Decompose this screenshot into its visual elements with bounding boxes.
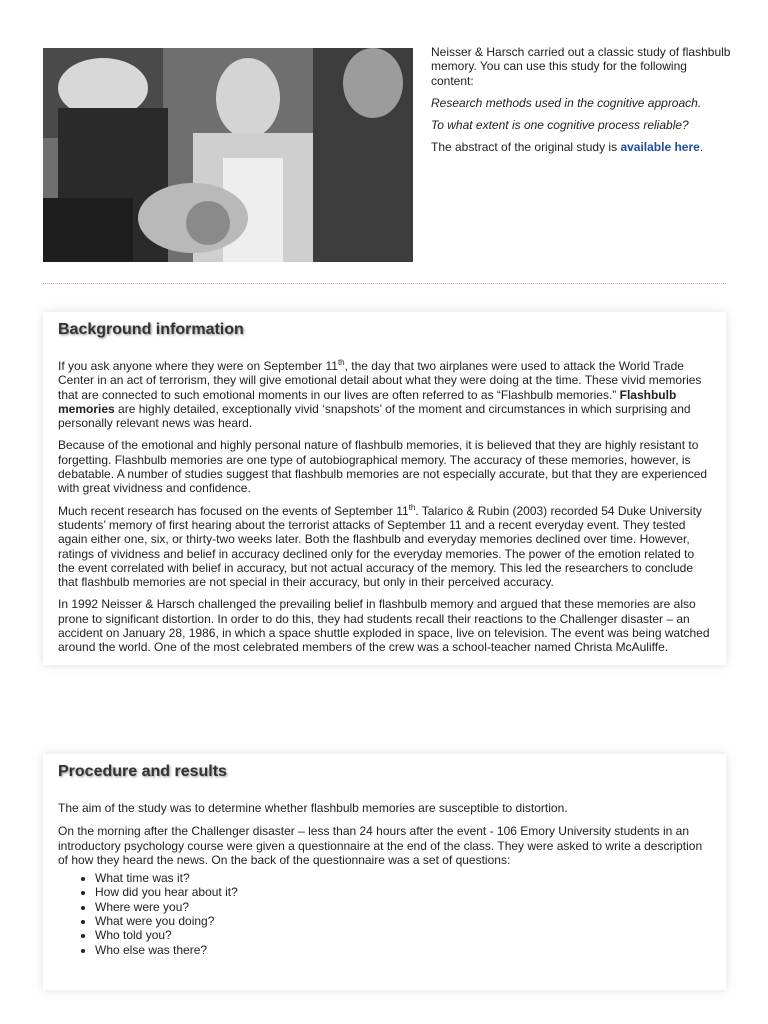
procedure-paragraph-1: The aim of the study was to determine whether flashbulb memories are susceptible to distortion. bbox=[58, 801, 568, 815]
p3-text-b: . Talarico & Rubin (2003) recorded 54 Duke University students’ memory of first hearing about the terrorist attacks of September 11 and a recent everyday event. They tested again either one, six, or thirty-two weeks later. Both the flashbulb and everyday memories declined over time. However, ratings of vividness and belief in accuracy declined only for the everyday memories. The power of the emotion related to the event correlated with belief in accuracy, but not actual accuracy of the memory. This led the researchers to conclude that flashbulb memories are not special in their accuracy, but only in their perceived accuracy. bbox=[58, 503, 702, 590]
p1-text-a: If you ask anyone where they were on September 11 bbox=[58, 359, 338, 373]
background-paragraph-2: Because of the emotional and highly personal nature of flashbulb memories, it is believed that they are highly resistant to forgetting. Flashbulb memories are one type of autobiographical memory. The accuracy of these memories, however, is debatable. A number of studies suggest that flashbulb memories are not especially accurate, but that they are experienced with great vividness and confidence. bbox=[58, 438, 708, 496]
list-item: • What were you doing? bbox=[95, 914, 711, 928]
p1-text-c: are highly detailed, exceptionally vivid ‘snapshots’ of the moment and circumstances in which surprising and personally relevant news was heard. bbox=[58, 401, 691, 431]
background-heading: Background information bbox=[58, 321, 244, 338]
content-item: To what extent is one cognitive process reliable? bbox=[431, 118, 689, 133]
background-paragraph-3 bbox=[58, 504, 711, 590]
list-item: • How did you hear about it? bbox=[95, 885, 711, 899]
crowd-photo bbox=[43, 48, 413, 262]
background-paragraph-4: In 1992 Neisser & Harsch challenged the prevailing belief in flashbulb memory and argued that these memories are also prone to significant distortion. In order to do this, they had students recall their reactions to the Challenger disaster – an accident on January 28, 1986, in which a space shuttle exploded in space, live on television. The event was being watched around the world. One of the most celebrated members of the crew was a school-teacher named Christa McAuliffe. bbox=[58, 597, 710, 655]
abstract-paragraph bbox=[431, 140, 731, 154]
intro-paragraph: Neisser & Harsch carried out a classic study of flashbulb memory. You can use this study for the following content: bbox=[431, 45, 731, 88]
th-superscript: th bbox=[337, 358, 345, 367]
section-divider bbox=[43, 283, 726, 284]
background-paragraph-1 bbox=[58, 359, 711, 430]
list-item: • What time was it? bbox=[95, 871, 711, 885]
questions-list bbox=[58, 871, 711, 957]
available-here-link[interactable]: available here bbox=[620, 140, 700, 155]
procedure-paragraph-2: On the morning after the Challenger disaster – less than 24 hours after the event - 106 Emory University students in an introductory psychology course were given a questionnaire at the end of the class. They were asked to write a description of how they heard the news. On the back of the questionnaire was a set of questions: bbox=[58, 824, 703, 867]
background-card bbox=[43, 312, 726, 665]
abstract-text: The abstract of the original study is bbox=[431, 140, 621, 155]
list-item: • Who told you? bbox=[95, 928, 711, 942]
procedure-heading: Procedure and results bbox=[58, 763, 227, 780]
abstract-period: . bbox=[699, 140, 704, 155]
th-superscript: th bbox=[408, 502, 416, 512]
list-item: • Who else was there? bbox=[95, 943, 711, 957]
p1-text-b: , the day that two airplanes were used to attack the World Trade Center in an act of terrorism, they will give emotional detail about what they were doing at the time. These vivid memories that are connected to such emotional moments in our lives are often referred to as “Flashbulb memories.” bbox=[58, 359, 702, 402]
content-item: Research methods used in the cognitive approach. bbox=[431, 95, 702, 110]
procedure-card bbox=[43, 754, 726, 990]
intro-text bbox=[431, 45, 731, 163]
list-item: • Where were you? bbox=[95, 900, 711, 914]
p3-text-a: Much recent research has focused on the events of September 11 bbox=[58, 503, 409, 518]
flashbulb-term: Flashbulb memories bbox=[58, 387, 677, 416]
